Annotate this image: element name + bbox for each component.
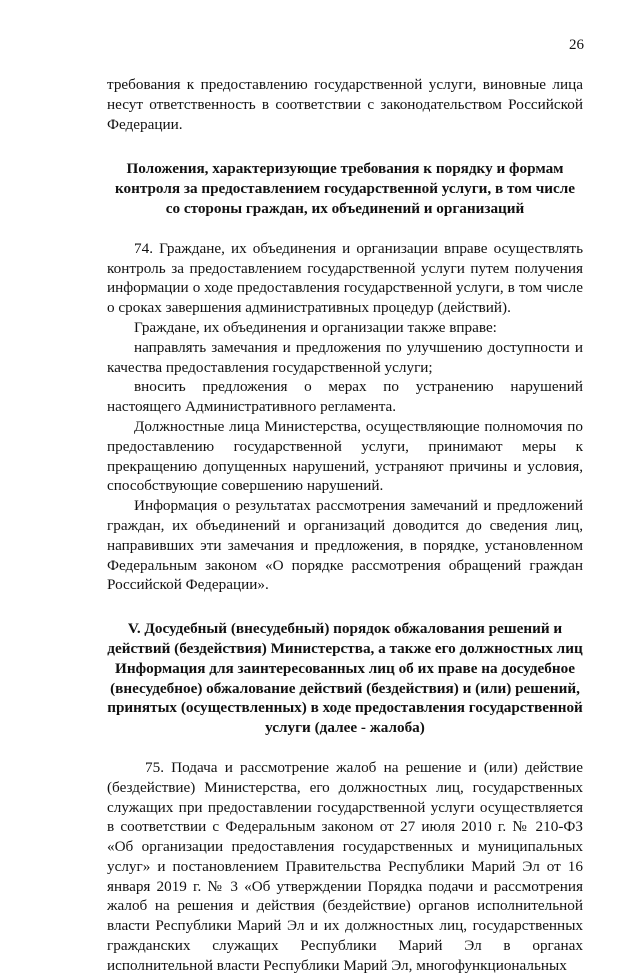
section-heading-appeal [107,619,583,738]
paragraph-results-info: Информация о результатах рассмотрения замечаний и предложений граждан, их объединений и организаций доводится до сведения лиц, направивших эти замечания и предложения, в порядке, установленном Федеральным законом «О порядке рассмотрения обращений граждан Российской Федерации». [107,497,583,594]
paragraph-75: 75. Подача и рассмотрение жалоб на решение и (или) действие (бездействие) Министерства, его должностных лиц, государственных служащих при предоставлении государственной услуги осуществляется в соответствии с Федеральным законом от 27 июля 2010 г. № 210-ФЗ «Об организации предоставления государственных и муниципальных услуг» и постановлением Правительства Республики Марий Эл от 16 января 2019 г. № 3 «Об утверждении Порядка подачи и рассмотрения жалоб на решения и действия (бездействие) органов исполнительной власти Республики Марий Эл и их должностных лиц, государственных гражданских служащих Республики Марий Эл в органах исполнительной власти Республики Марий Эл, многофункциональных [107,758,583,974]
page-content [107,75,583,976]
page-number: 26 [569,37,584,53]
section-heading-appeal-subtitle: Информация для заинтересованных лиц об их праве на досудебное (внесудебное) обжалование действий (бездействия) и (или) решений, принятых (осуществленных) в ходе предоставления государственной услуги (далее - жалоба) [107,659,583,737]
section-heading-control: Положения, характеризующие требования к порядку и формам контроля за предоставлением государственной услуги, в том числе со стороны граждан, их объединений и организаций [114,160,576,217]
section-heading-appeal-title: V. Досудебный (внесудебный) порядок обжалования решений и действий (бездействия) Министерства, а также его должностных лиц [107,620,583,657]
paragraph-rights-intro: Граждане, их объединения и организации также вправе: [134,318,497,336]
paragraph-rights-proposals: вносить предложения о мерах по устранению нарушений настоящего Административного регламента. [107,378,583,416]
intro-paragraph: требования к предоставлению государственной услуги, виновные лица несут ответственность в соответствии с законодательством Российской Федерации. [107,76,583,133]
paragraph-officials-measures: Должностные лица Министерства, осуществляющие полномочия по предоставлению государственной услуги, принимают меры к прекращению допущенных нарушений, устраняют причины и условия, способствующие совершению нарушений. [107,417,583,495]
paragraph-rights-suggestions: направлять замечания и предложения по улучшению доступности и качества предоставления государственной услуги; [107,338,583,376]
paragraph-74: 74. Граждане, их объединения и организации вправе осуществлять контроль за предоставлением государственной услуги путем получения информации о ходе предоставления государственной услуги, в том числе о сроках завершения административных процедур (действий). [107,239,583,317]
